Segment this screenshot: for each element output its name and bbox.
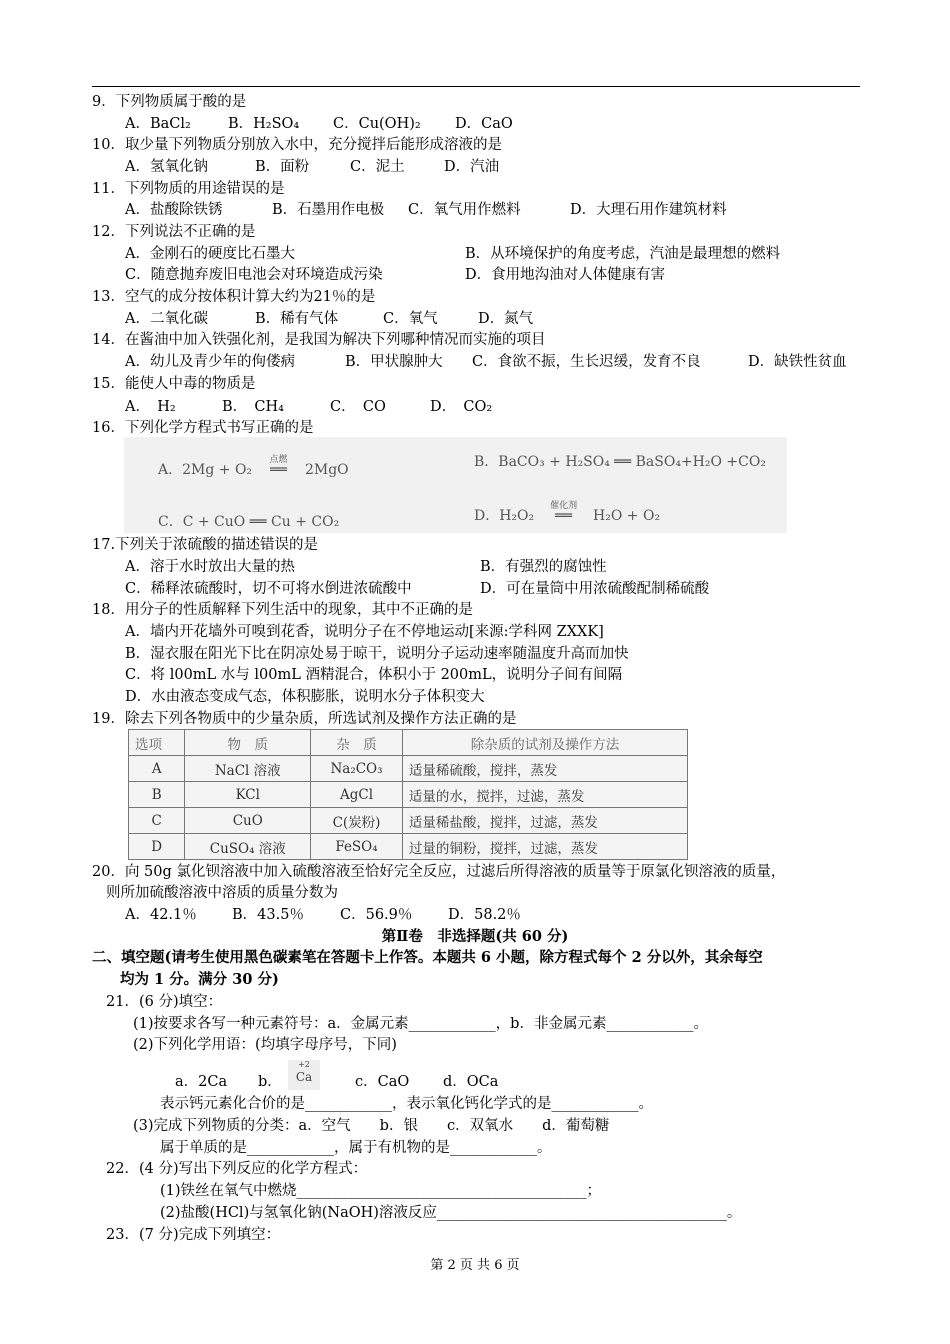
section2-heading-continued: 均为 1 分。满分 30 分) [120,971,279,988]
header-rule [92,86,860,87]
q18-option-c: C．将 l00mL 水与 l00mL 酒精混合，体积小于 200mL，说明分子间有间隔 [125,667,623,683]
q19-cell: CuO [185,808,311,834]
q13-option-b: B．稀有气体 [255,311,339,327]
q19-cell: 适量稀硫酸，搅拌，蒸发 [402,756,687,782]
q12-option-a: A．金刚石的硬度比石墨大 [125,246,295,262]
q17-stem: 17.下列关于浓硫酸的描述错误的是 [92,537,319,553]
q11-option-c: C．氧气用作燃料 [408,202,521,218]
q19-cell: D [129,834,185,860]
calcium-valence-image [288,1060,320,1090]
q16-option-b: B．BaCO₃ + H₂SO₄ ══ BaSO₄+H₂O +CO₂ [474,454,766,470]
q21-part3-blanks: 属于单质的是____________，属于有机物的是____________。 [160,1140,552,1156]
section2-heading: 二、填空题(请考生使用黑色碳素笔在答题卡上作答。本题共 6 小题，除方程式每个 2 分以外，其余每空 [92,949,763,966]
q19-cell: KCl [185,782,311,808]
q12-option-c: C．随意抛弃废旧电池会对环境造成污染 [125,267,383,283]
q19-header-cell: 选项 [129,730,185,756]
q16-a-condition: 点燃 [269,455,288,465]
q20-option-b: B．43.5％ [232,907,304,923]
q10-option-a: A．氢氧化钠 [125,159,208,175]
q9-option-c: C．Cu(OH)₂ [333,116,421,132]
q10-option-d: D．汽油 [444,159,500,175]
q20-stem-continued: 则所加硫酸溶液中溶质的质量分数为 [106,885,338,901]
q14-option-b: B．甲状腺肿大 [345,354,443,370]
q17-option-b: B．有强烈的腐蚀性 [480,559,607,575]
q17-option-c: C．稀释浓硫酸时，切不可将水倒进浓硫酸中 [125,581,412,597]
q21-part1: (1)按要求各写一种元素符号：a．金属元素____________，b．非金属元素____________。 [133,1016,708,1032]
q18-option-d: D．水由液态变成气态，体积膨胀，说明水分子体积变大 [125,689,485,705]
table-row [129,808,688,834]
q19-cell: C [129,808,185,834]
q16-option-d: D．H₂O₂ 催化剂 ══ H₂O + O₂ [474,505,660,525]
q19-cell: 适量稀盐酸，搅拌，过滤，蒸发 [402,808,687,834]
q19-cell: B [129,782,185,808]
q17-option-d: D．可在量筒中用浓硫酸配制稀硫酸 [480,581,710,597]
q10-option-b: B．面粉 [255,159,310,175]
q22-part1: (1)铁丝在氧气中燃烧________________________________________； [160,1183,602,1199]
q21-part3: (3)完成下列物质的分类：a．空气 b．银 c．双氧水 d．葡萄糖 [133,1118,610,1134]
q15-option-b: B． CH₄ [222,399,284,415]
table-row [129,834,688,860]
q21-option-b: b． [258,1074,282,1090]
q21-option-c: c．CaO [355,1074,410,1090]
q15-stem: 15．能使人中毒的物质是 [92,376,256,392]
q19-cell: AgCl [311,782,403,808]
q14-option-a: A．幼儿及青少年的佝偻病 [125,354,295,370]
q13-option-c: C．氧气 [383,311,438,327]
q16-equation-image [124,437,787,533]
q19-cell: C(炭粉) [311,808,403,834]
q9-option-b: B．H₂SO₄ [228,116,300,132]
q18-option-a: A．墙内开花墙外可嗅到花香，说明分子在不停地运动[来源:学科网 ZXXK] [125,624,604,640]
q19-header-cell: 物 质 [185,730,311,756]
q21-part2-blanks: 表示钙元素化合价的是____________，表示氧化钙化学式的是____________。 [160,1096,653,1112]
q19-cell: CuSO₄ 溶液 [185,834,311,860]
q11-option-a: A．盐酸除铁锈 [125,202,223,218]
q15-option-d: D． CO₂ [430,399,493,415]
table-row [129,756,688,782]
q10-option-c: C．泥土 [350,159,405,175]
q10-stem: 10．取少量下列物质分别放入水中，充分搅拌后能形成溶液的是 [92,137,502,153]
q19-cell: 适量的水，搅拌，过滤，蒸发 [402,782,687,808]
q19-table [128,729,688,860]
q18-stem: 18．用分子的性质解释下列生活中的现象，其中不正确的是 [92,602,473,618]
q9-option-d: D．CaO [455,116,513,132]
q20-option-a: A．42.1％ [125,907,197,923]
q23-stem: 23．(7 分)完成下列填空： [106,1227,281,1243]
q9-stem: 9．下列物质属于酸的是 [92,94,247,110]
q13-option-d: D．氮气 [478,311,534,327]
q19-stem: 19．除去下列各物质中的少量杂质，所选试剂及操作方法正确的是 [92,711,517,727]
q15-option-a: A． H₂ [125,399,176,415]
q17-option-a: A．溶于水时放出大量的热 [125,559,295,575]
q14-option-d: D．缺铁性贫血 [748,354,847,370]
q19-cell: A [129,756,185,782]
q16-d-condition: 催化剂 [550,501,578,511]
q16-stem: 16．下列化学方程式书写正确的是 [92,420,314,436]
q19-header-cell: 杂 质 [311,730,403,756]
q20-option-c: C．56.9％ [340,907,413,923]
q21-option-a: a．2Ca [175,1074,228,1090]
q14-stem: 14．在酱油中加入铁强化剂，是我国为解决下列哪种情况而实施的项目 [92,332,546,348]
table-row [129,782,688,808]
part2-title: 第Ⅱ卷 非选择题(共 60 分) [381,928,569,945]
q22-part2: (2)盐酸(HCl)与氢氧化钠(NaOH)溶液反应________________________________________。 [160,1205,742,1221]
q19-table-header [129,730,688,756]
q13-stem: 13．空气的成分按体积计算大约为21％的是 [92,289,376,305]
page-number: 第 2 页 共 6 页 [430,1258,520,1273]
q19-cell: NaCl 溶液 [185,756,311,782]
q20-stem: 20．向 50g 氯化钡溶液中加入硫酸溶液至恰好完全反应，过滤后所得溶液的质量等于原氯化钡溶液的质量， [92,864,786,880]
q11-stem: 11．下列物质的用途错误的是 [92,181,285,197]
q15-option-c: C． CO [330,399,386,415]
q16-option-c: C．C + CuO ══ Cu + CO₂ [158,514,340,530]
q18-option-b: B．湿衣服在阳光下比在阴凉处易于晾干，说明分子运动速率随温度升高而加快 [125,646,629,662]
q9-option-a: A．BaCl₂ [125,116,191,132]
q20-option-d: D．58.2％ [448,907,521,923]
q21-option-d: d．OCa [443,1074,499,1090]
q12-stem: 12．下列说法不正确的是 [92,224,256,240]
q22-stem: 22．(4 分)写出下列反应的化学方程式： [106,1161,368,1177]
q14-option-c: C．食欲不振，生长迟缓，发育不良 [472,354,701,370]
q11-option-d: D．大理石用作建筑材料 [570,202,727,218]
q19-cell: FeSO₄ [311,834,403,860]
q11-option-b: B．石墨用作电极 [272,202,385,218]
calcium-symbol: Ca [295,1070,313,1084]
q12-option-b: B．从环境保护的角度考虑，汽油是最理想的燃料 [465,246,781,262]
calcium-valence-mark: +2 [298,1060,310,1069]
q19-header-cell: 除杂质的试剂及操作方法 [402,730,687,756]
q13-option-a: A．二氧化碳 [125,311,208,327]
q16-option-a: A．2Mg + O₂ 点燃 ══ 2MgO [158,459,349,479]
q19-cell: 过量的铜粉，搅拌，过滤，蒸发 [402,834,687,860]
q12-option-d: D．食用地沟油对人体健康有害 [465,267,666,283]
q21-part2: (2)下列化学用语：(均填字母序号，下同) [133,1037,397,1053]
q21-stem: 21．(6 分)填空： [106,994,223,1010]
q19-cell: Na₂CO₃ [311,756,403,782]
